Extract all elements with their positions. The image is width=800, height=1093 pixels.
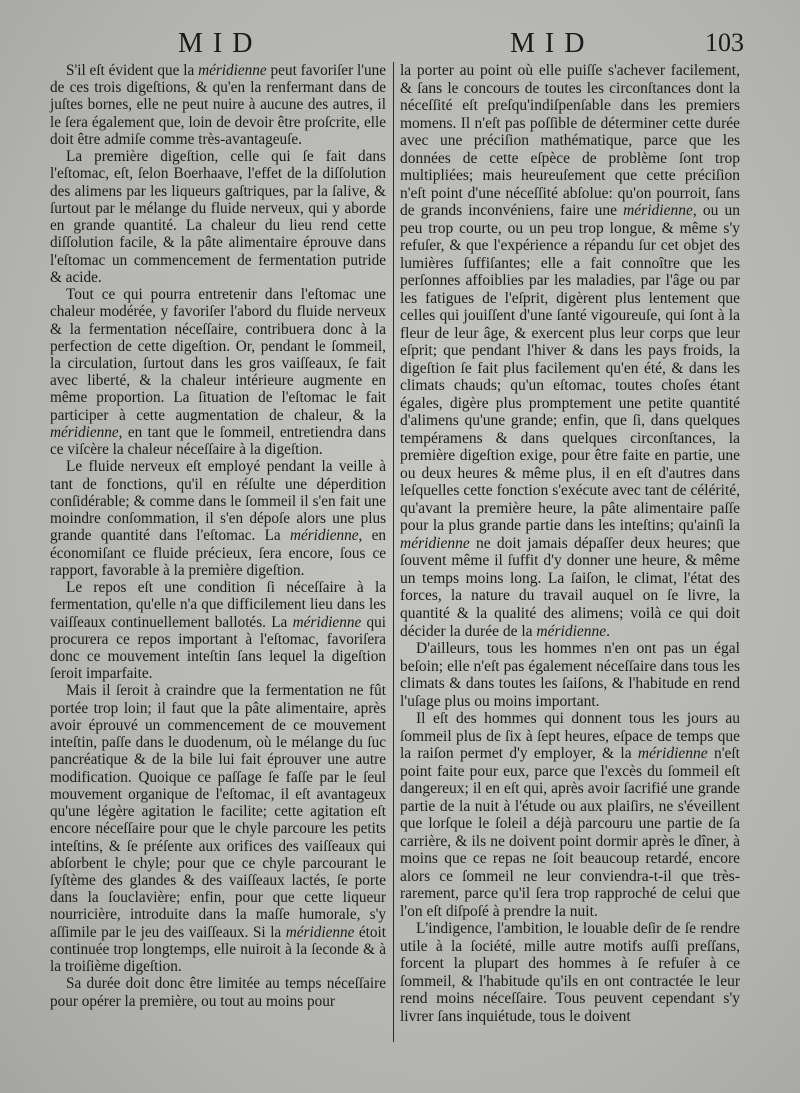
paragraph: D'ailleurs, tous les hommes n'en ont pas un égal beſoin; elle n'eſt pas également néceſſaire dans tous les climats & dans toutes les ſaiſons, & l'habitude en rend l'uſage plus ou moins important. bbox=[400, 640, 740, 710]
italic-term: méridienne bbox=[289, 527, 359, 545]
paragraph: la porter au point où elle puiſſe s'achever facilement, & ſans le concours de toutes les circonſtances dont la néceſſité eſt preſqu'indiſpenſable dans les premiers momens. Il n'eſt pas poſſible de déterminer cette durée avec une préciſion mathématique, parce que les données de cette eſpèce de problème ſont trop multipliées; mais heureuſement que cette préciſion n'eſt point d'une néceſſité abſolue: qu'on pourroit, ſans de grands inconvéniens, faire une méridienne, ou un peu trop courte, ou un peu trop longue, & même s'y refuſer, & que l'expérience a répandu ſur cet objet des lumières ſuffiſantes; elle a fait connoître que les perſonnes affoiblies par les maladies, par l'âge ou par les fatigues de l'eſprit, digèrent plus lentement que celles qui jouiſſent d'une ſanté vigoureuſe, qui ſont à la fleur de leur âge, & exercent plus leur corps que leur eſprit; que pendant l'hiver & dans les pays froids, la digeſtion ſe fait plus facilement qu'en été, & dans les climats chauds; qu'un eſtomac, toutes choſes étant égales, digère plus promptement une petite quantité d'alimens qu'une grande; enfin, que ſi, dans quelques tempéramens & dans quelques circonſtances, la première digeſtion exige, pour être faite en partie, une ou deux heures & même plus, il en eſt d'autres dans leſquelles cette fonction s'exécute avec tant de célérité, qu'avant la première heure, la pâte alimentaire paſſe pour la plus grande partie dans les inteſtins; qu'ainſi la méridienne ne doit jamais dépaſſer deux heures; que ſouvent même il ſuffit d'y donner une heure, & même un temps moins long. La ſaiſon, le climat, l'état des forces, la nature du travail auquel on ſe livre, la quantité & la qualité des alimens; voilà ce qui doit décider la durée de la méridienne. bbox=[400, 62, 741, 640]
italic-term: méridienne bbox=[637, 745, 708, 763]
left-column bbox=[50, 62, 386, 1010]
italic-term: méridienne bbox=[400, 534, 470, 552]
italic-term: méridienne bbox=[292, 613, 362, 631]
italic-term: méridienne bbox=[623, 202, 693, 220]
italic-term: méridienne bbox=[536, 622, 607, 640]
right-column bbox=[400, 62, 740, 1025]
running-header-center: MID bbox=[510, 28, 595, 59]
running-header-left: MID bbox=[178, 28, 263, 59]
paragraph: Mais il ſeroit à craindre que la fermentation ne fût portée trop loin; il faut que la pâte alimentaire, après avoir éprouvé un commencement de ce mouvement inteſtin, paſſe dans le duodenum, où le mélange du ſuc pancréatique & de la bile lui fait éprouver une autre modification. Quoique ce paſſage ſe faſſe par le ſeul mouvement organique de l'eſtomac, il eſt avantageux qu'une légère agitation le facilite; cette agitation eſt encore néceſſaire pour que le chyle parcoure les petits inteſtins, & ſe préſente aux orifices des vaiſſeaux qui abſorbent le chyle; pour que ce chyle parcourant le ſyſtème des glandes & des vaiſſeaux lactés, ſe porte dans la ſouclavière; enfin, pour que cette liqueur nourricière, introduite dans la maſſe humorale, s'y aſſimile par le jeu des vaiſſeaux. Si la méridienne étoit continuée trop longtemps, elle nuiroit à la ſeconde & à la troiſième digeſtion. bbox=[50, 682, 387, 976]
paragraph: Tout ce qui pourra entretenir dans l'eſtomac une chaleur modérée, y favoriſer l'abord du fluide nerveux & la fermentation néceſſaire, contribuera donc à la perfection de cette digeſtion. Or, pendant le ſommeil, la circulation, ſurtout dans les gros vaiſſeaux, ſe fait avec liberté, & la chaleur intérieure augmente en même proportion. La ſituation de l'eſtomac le fait participer à cette augmentation de chaleur, & la méridienne, en tant que le ſommeil, entretiendra dans ce viſcère la chaleur néceſſaire à la digeſtion. bbox=[50, 286, 386, 459]
italic-term: méridienne bbox=[50, 423, 119, 441]
italic-term: méridienne bbox=[198, 62, 267, 79]
paragraph: S'il eſt évident que la méridienne peut favoriſer l'une de ces trois digeſtions, & qu'en la renfermant dans de juſtes bornes, elle ne peut nuire à aucune des autres, il le ſera également que, loin de devoir être proſcrite, elle doit être admiſe comme très-avantageuſe. bbox=[50, 62, 386, 148]
paragraph: Il eſt des hommes qui donnent tous les jours au ſommeil plus de ſix à ſept heures, eſpace de temps que la raiſon permet d'y employer, & la méridienne n'eſt point faite pour eux, parce que l'excès du ſommeil eſt dangereux; il en eſt qui, après avoir ſacrifié une grande partie de la nuit à l'étude ou aux plaiſirs, ne s'éveillent que lorſque le ſoleil a déjà parcouru une partie de ſa carrière, & ils ne doivent point dormir après le dîner, à moins que ce repas ne ſoit beaucoup retardé, encore alors ce ſommeil ne leur conviendra-t-il que très-rarement, parce qu'il ſera trop rapproché de celui que l'on eſt diſpoſé à prendre la nuit. bbox=[400, 710, 740, 920]
italic-term: méridienne bbox=[285, 923, 355, 941]
column-divider bbox=[393, 62, 394, 1042]
paragraph: Sa durée doit donc être limitée au temps néceſſaire pour opérer la première, ou tout au moins pour bbox=[50, 975, 386, 1010]
paragraph: L'indigence, l'ambition, le louable deſir de ſe rendre utile à la ſociété, mille autre motifs auſſi preſſans, forcent la plupart des hommes à ſe refuſer à ce ſommeil, & l'habitude qu'ils en ont contractée le leur rend moins néceſſaire. Tous peuvent cependant s'y livrer ſans inquiétude, tous le doivent bbox=[400, 920, 740, 1025]
paragraph: La première digeſtion, celle qui ſe fait dans l'eſtomac, eſt, ſelon Boerhaave, l'effet de la diſſolution des alimens par les liqueurs gaſtriques, par la ſalive, & ſurtout par le mélange du fluide nerveux, qui y aborde en grande quantité. La chaleur du lieu rend cette diſſolution facile, & la pâte alimentaire éprouve dans l'eſtomac un commencement de fermentation putride & acide. bbox=[50, 148, 386, 286]
paragraph: Le fluide nerveux eſt employé pendant la veille à tant de fonctions, qu'il en réſulte une déperdition conſidérable; & comme dans le ſommeil il s'en fait une moindre conſommation, il s'en dépoſe alors une plus grande quantité dans l'eſtomac. La méridienne, en économiſant ce fluide précieux, ſera encore, ſous ce rapport, favorable à la première digeſtion. bbox=[50, 458, 386, 579]
page-number: 103 bbox=[705, 28, 744, 57]
paragraph: Le repos eſt une condition ſi néceſſaire à la fermentation, qu'elle n'a que difficilement lieu dans les vaiſſeaux continuellement ballotés. La méridienne qui procurera ce repos important à l'eſtomac, favoriſera donc ce mouvement inteſtin ſans lequel la digeſtion ſeroit imparfaite. bbox=[50, 579, 386, 683]
